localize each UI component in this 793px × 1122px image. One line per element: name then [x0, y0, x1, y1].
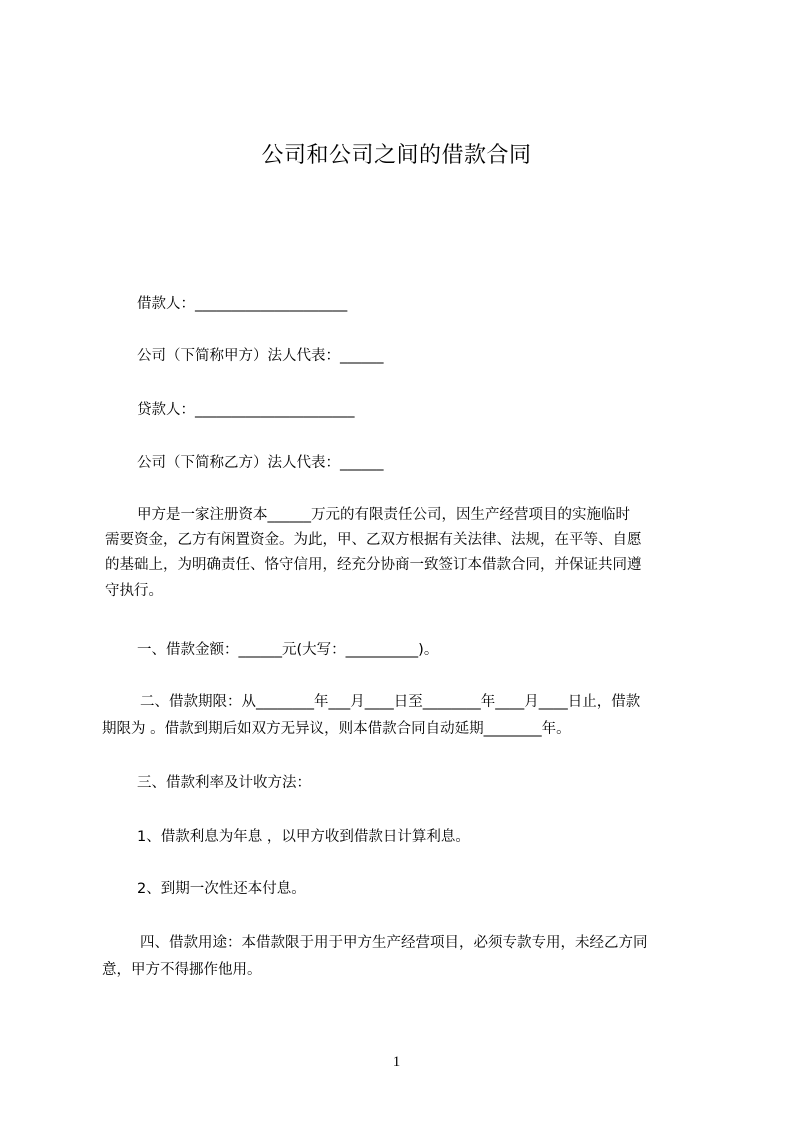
preamble-line-3: 的基础上，为明确责任、恪守信用，经充分协商一致签订本借款合同，并保证共同遵 [105, 557, 642, 573]
preamble-line-1: 甲方是一家注册资本______万元的有限责任公司，因生产经营项目的实施临时 [137, 507, 630, 523]
party-b-line: 公司（下简称乙方）法人代表：______ [137, 455, 384, 471]
preamble-paragraph [100, 503, 702, 613]
borrower-line: 借款人：_____________________ [137, 296, 348, 312]
clause-3-heading: 三、借款利率及计收方法： [137, 775, 311, 791]
page-title: 公司和公司之间的借款合同 [261, 143, 532, 168]
clause-4-line-1: 四、借款用途：本借款限于用于甲方生产经营项目，必须专款专用，未经乙方同 [140, 935, 648, 951]
clause-1-amount: 一、借款金额：______元(大写：__________)。 [137, 642, 439, 658]
clause-2-term [100, 690, 702, 740]
page-number: 1 [392, 1054, 401, 1070]
party-a-line: 公司（下简称甲方）法人代表：______ [137, 348, 384, 364]
lender-line: 贷款人：______________________ [137, 402, 355, 418]
clause-2-line-2: 期限为 。借款到期后如双方无异议，则本借款合同自动延期________年。 [102, 721, 571, 737]
clause-2-line-1: 二、借款期限：从________年___月____日至________年____月____日止，借款 [140, 694, 641, 710]
clause-3-item-2: 2、到期一次性还本付息。 [137, 881, 306, 897]
clause-3-item-1: 1、借款利息为年息 ，以甲方收到借款日计算利息。 [137, 829, 470, 845]
clause-4-line-2: 意，甲方不得挪作他用。 [102, 962, 262, 978]
clause-4-purpose [100, 931, 702, 981]
preamble-line-4: 守执行。 [105, 583, 163, 599]
preamble-line-2: 需要资金，乙方有闲置资金。为此，甲、乙双方根据有关法律、法规，在平等、自愿 [105, 532, 642, 548]
